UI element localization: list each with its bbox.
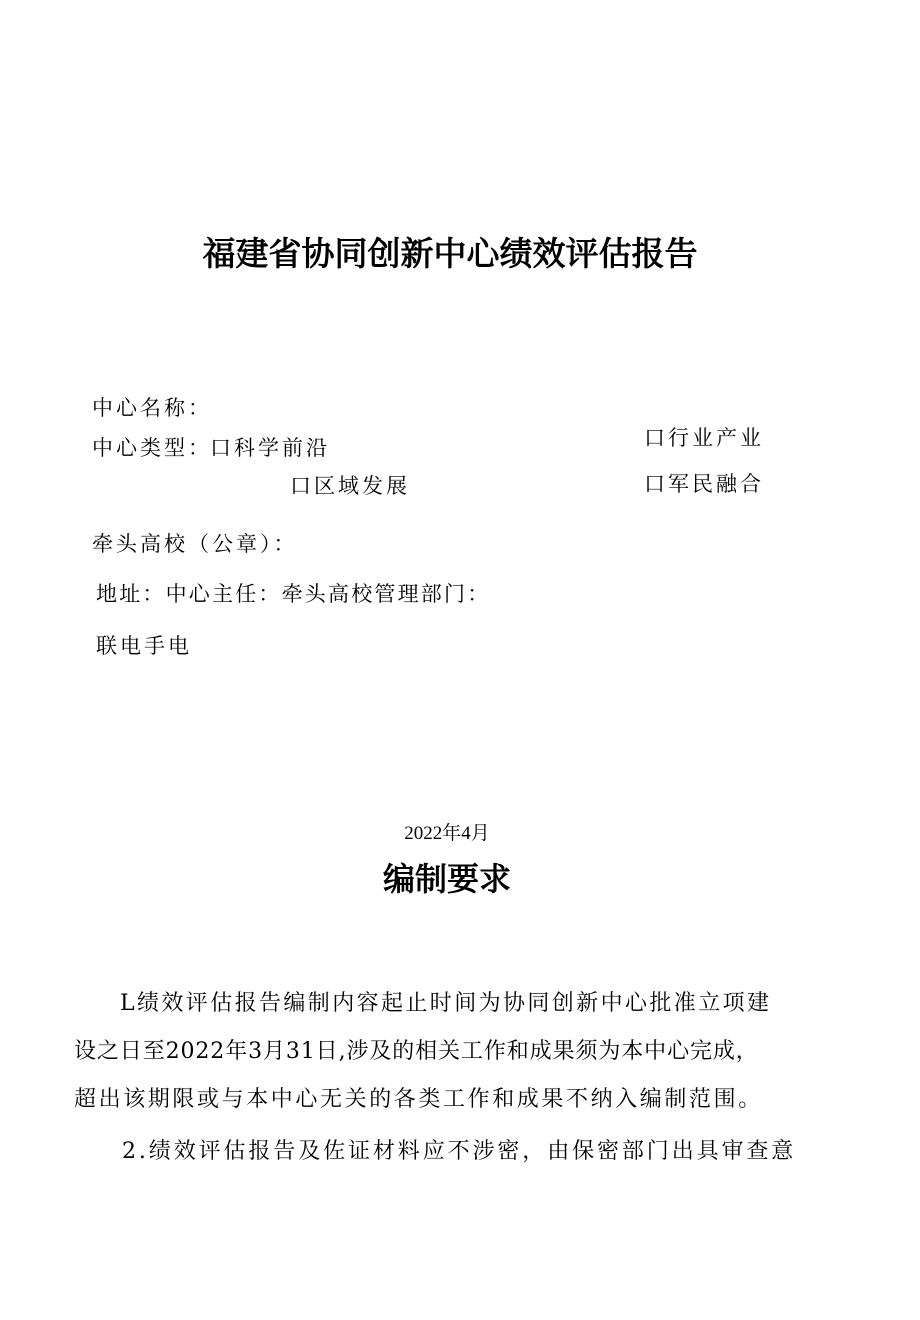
center-type-label: 中心类型： — [92, 436, 212, 460]
report-title: 福建省协同创新中心绩效评估报告 — [202, 234, 698, 273]
requirement-1-line-2: 设之日至2022年3月31日,涉及的相关工作和成果须为本中心完成， — [74, 1039, 759, 1064]
address-director-dept-line: 地址：中心主任：牵头高校管理部门： — [96, 582, 491, 606]
lead-university-label: 牵头高校（公章）： — [92, 532, 298, 556]
requirement-1-line-1: L绩效评估报告编制内容起止时间为协同创新中心批准立项建 — [120, 991, 772, 1016]
type-option-military: 口军民融合 — [644, 472, 764, 496]
requirement-2-line-1: 2.绩效评估报告及佐证材料应不涉密，由保密部门出具审查意 — [122, 1139, 797, 1164]
type-option-science: 口科学前沿 — [210, 436, 330, 460]
contact-phone-line: 联电手电 — [96, 634, 192, 658]
requirement-1-line-3: 超出该期限或与本中心无关的各类工作和成果不纳入编制范围。 — [74, 1087, 763, 1112]
type-option-industry: 口行业产业 — [644, 426, 764, 450]
report-date: 2022年4月 — [404, 823, 490, 844]
type-option-region: 口区域发展 — [290, 474, 410, 498]
center-name-label: 中心名称： — [92, 396, 212, 420]
requirements-title: 编制要求 — [382, 860, 511, 898]
